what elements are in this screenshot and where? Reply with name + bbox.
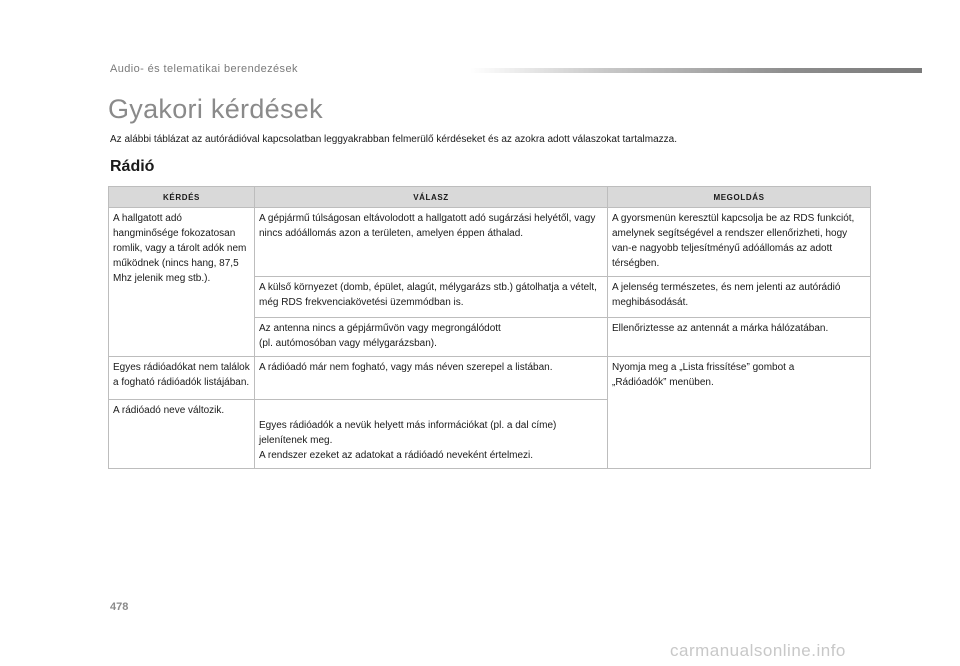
answer-cell: A gépjármű túlságosan eltávolodott a hallgatott adó sugárzási helyétől, vagy nincs adóállomás azon a területen, amelyen éppen áthalad. bbox=[255, 208, 608, 277]
question-cell: Egyes rádióadókat nem találok a fogható rádióadók listájában. bbox=[109, 357, 255, 400]
page-title: Gyakori kérdések bbox=[108, 94, 323, 124]
answer-line: A rendszer ezeket az adatokat a rádióadó neveként értelmezi. bbox=[259, 450, 534, 461]
faq-table bbox=[108, 186, 871, 469]
solution-line: Nyomja meg a „Lista frissítése” gombot a bbox=[612, 362, 795, 373]
answer-line: Egyes rádióadók a nevük helyett más információkat (pl. a dal címe) jelenítenek meg. bbox=[259, 420, 557, 446]
column-header-solution: MEGOLDÁS bbox=[608, 187, 871, 208]
page-number: 478 bbox=[110, 601, 129, 613]
answer-line: Az antenna nincs a gépjárművön vagy megrongálódott bbox=[259, 323, 501, 334]
answer-cell: A rádióadó már nem fogható, vagy más néven szerepel a listában. bbox=[255, 357, 608, 400]
table-row bbox=[109, 208, 871, 277]
question-cell: A hallgatott adó hangminősége fokozatosan romlik, vagy a tárolt adók nem működnek (nincs hang, 87,5 Mhz jelenik meg stb.). bbox=[109, 208, 255, 357]
answer-cell: A külső környezet (domb, épület, alagút, mélygarázs stb.) gátolhatja a vételt, még RDS frekvenciakövetési üzemmódban is. bbox=[255, 277, 608, 318]
question-cell: A rádióadó neve változik. bbox=[109, 400, 255, 469]
table-header-row bbox=[109, 187, 871, 208]
watermark: carmanualsonline.info bbox=[670, 641, 846, 660]
answer-cell bbox=[255, 318, 608, 357]
solution-cell: A gyorsmenün keresztül kapcsolja be az RDS funkciót, amelynek segítségével a rendszer ellenőrizheti, hogy van-e nagyobb teljesítményű adóállomás az adott térségben. bbox=[608, 208, 871, 277]
solution-line: „Rádióadók” menüben. bbox=[612, 377, 714, 388]
solution-cell: A jelenség természetes, és nem jelenti az autórádió meghibásodását. bbox=[608, 277, 871, 318]
answer-cell bbox=[255, 400, 608, 469]
intro-text: Az alábbi táblázat az autórádióval kapcsolatban leggyakrabban felmerülő kérdéseket és az azokra adott válaszokat tartalmazza. bbox=[110, 134, 677, 145]
section-subheading: Rádió bbox=[110, 158, 155, 175]
solution-cell bbox=[608, 357, 871, 469]
header-rule bbox=[470, 68, 922, 73]
section-header: Audio- és telematikai berendezések bbox=[110, 63, 298, 75]
table-row bbox=[109, 357, 871, 400]
column-header-question: KÉRDÉS bbox=[109, 187, 255, 208]
answer-line: (pl. autómosóban vagy mélygarázsban). bbox=[259, 338, 437, 349]
column-header-answer: VÁLASZ bbox=[255, 187, 608, 208]
solution-cell: Ellenőriztesse az antennát a márka hálózatában. bbox=[608, 318, 871, 357]
